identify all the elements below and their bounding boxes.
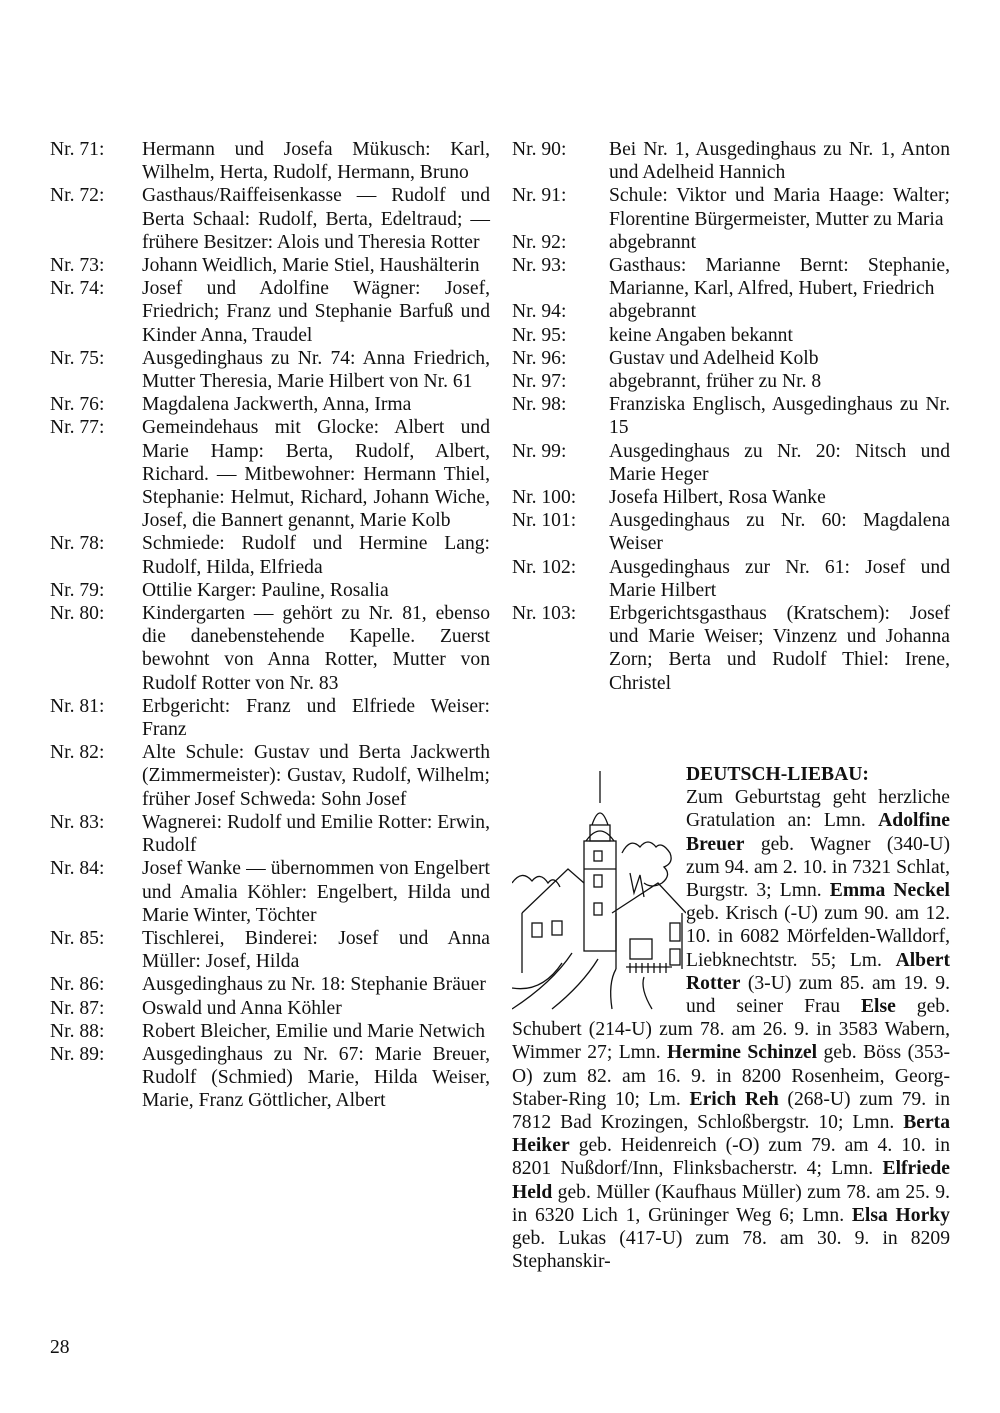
house-residents: Ausgedinghaus zu Nr. 60: Magdalena Weiser xyxy=(609,510,950,555)
title-prefix: Lm. xyxy=(648,1088,681,1110)
house-entry xyxy=(50,695,490,741)
house-entry xyxy=(50,1020,490,1043)
person-details: geb. Krisch (-U) zum 90. am 12. 10. in 6082 Mörfelden-Walldorf, Liebknechtstr. 55; xyxy=(686,903,950,971)
house-residents: Josef Wanke — übernommen von Engelbert und Amalia Köhler: Engelbert, Hilda und Marie Winter, Töchter xyxy=(142,858,490,926)
house-residents: Erbgerichtsgasthaus (Kratschem): Josef und Marie Weiser; Vinzenz und Johanna Zorn; Berta und Rudolf Thiel: Irene, Christel xyxy=(609,603,950,694)
house-number: Nr. 89: xyxy=(50,1043,105,1065)
house-number: Nr. 101: xyxy=(512,510,577,532)
house-residents: Gustav und Adelheid Kolb xyxy=(609,347,819,369)
house-entry xyxy=(512,300,950,323)
house-entry xyxy=(50,602,490,695)
church-village-illustration xyxy=(512,763,686,1010)
house-residents: Ausgedinghaus zu Nr. 74: Anna Friedrich, Mutter Theresia, Marie Hilbert von Nr. 61 xyxy=(142,347,490,393)
person-details: geb. Müller (Kaufhaus Müller) zum 78. am 25. 9. in 6320 Lich 1, Grüninger Weg 6; xyxy=(512,1181,950,1226)
person-details: geb. Schubert (214-U) zum 78. am 26. 9. in 3583 Wabern, Wimmer 27; xyxy=(512,996,950,1064)
house-number: Nr. 86: xyxy=(50,974,105,996)
house-residents: Ausgedinghaus zur Nr. 61: Josef und Marie Hilbert xyxy=(609,556,950,601)
house-number: Nr. 88: xyxy=(50,1020,105,1042)
house-number: Nr. 83: xyxy=(50,811,105,833)
house-residents: Ottilie Karger: Pauline, Rosalia xyxy=(142,579,389,601)
house-number: Nr. 78: xyxy=(50,533,105,555)
person-name: Elsa Horky xyxy=(851,1204,950,1226)
person-name: Adolfine Breuer xyxy=(686,810,951,855)
house-entry xyxy=(512,486,950,509)
house-number: Nr. 72: xyxy=(50,185,105,207)
house-entry xyxy=(50,997,490,1020)
house-number: Nr. 82: xyxy=(50,742,105,764)
section-heading: DEUTSCH-LIEBAU: xyxy=(686,764,869,785)
house-number: Nr. 73: xyxy=(50,255,105,277)
title-prefix: Lm. xyxy=(849,949,882,971)
house-entry xyxy=(50,393,490,416)
house-number: Nr. 75: xyxy=(50,347,105,369)
house-residents: Schule: Viktor und Maria Haage: Walter; Florentine Bürgermeister, Mutter zu Maria xyxy=(609,185,950,230)
title-prefix: Lmn. xyxy=(823,810,866,832)
house-residents: Johann Weidlich, Marie Stiel, Haushälterin xyxy=(142,255,480,277)
house-residents: Magdalena Jackwerth, Anna, Irma xyxy=(142,394,412,416)
house-entry xyxy=(50,579,490,602)
house-entry xyxy=(50,184,490,254)
house-residents: Wagnerei: Rudolf und Emilie Rotter: Erwin, Rudolf xyxy=(142,811,490,857)
house-entry xyxy=(50,741,490,811)
person-details: geb. Wagner (340-U) zum 94. am 2. 10. in 7321 Schlat, Burgstr. 3; xyxy=(686,833,950,902)
house-number: Nr. 87: xyxy=(50,997,105,1019)
person-details: (268-U) zum 79. in 7812 Bad Krozingen, Schloßbergstr. 10; xyxy=(512,1088,951,1134)
house-entry xyxy=(512,556,950,602)
house-residents: Josefa Hilbert, Rosa Wanke xyxy=(609,487,826,509)
house-residents: Ausgedinghaus zu Nr. 67: Marie Breuer, Rudolf (Schmied) Marie, Hilda Weiser, Marie, Franz Göttlicher, Albert xyxy=(142,1043,490,1112)
title-prefix: Lmn. xyxy=(779,880,822,902)
house-number: Nr. 74: xyxy=(50,278,105,300)
house-residents: Alte Schule: Gustav und Berta Jackwerth (Zimmermeister): Gustav, Rudolf, Wilhelm; früher Josef Schweda: Sohn Josef xyxy=(142,742,490,810)
house-number: Nr. 76: xyxy=(50,394,105,416)
house-residents: Hermann und Josefa Mükusch: Karl, Wilhelm, Herta, Rudolf, Hermann, Bruno xyxy=(142,139,490,184)
house-residents: Ausgedinghaus zu Nr. 20: Nitsch und Marie Heger xyxy=(609,440,950,485)
house-residents: Bei Nr. 1, Ausgedinghaus zu Nr. 1, Anton und Adelheid Hannich xyxy=(609,139,950,184)
person-details: geb. Heidenreich (-O) zum 79. am 4. 10. in 8201 Nußdorf/Inn, Flinksbacherstr. 4; xyxy=(512,1135,950,1180)
house-number: Nr. 84: xyxy=(50,858,105,880)
house-residents: Erbgericht: Franz und Elfriede Weiser: Franz xyxy=(142,695,490,741)
house-residents: keine Angaben bekannt xyxy=(609,324,793,346)
house-residents: Gasthaus/Raiffeisenkasse — Rudolf und Berta Schaal: Rudolf, Berta, Edeltraud; — frühere Besitzer: Alois und Theresia Rotter xyxy=(142,185,490,253)
house-number: Nr. 81: xyxy=(50,695,105,717)
house-entry xyxy=(50,277,490,347)
house-number: Nr. 80: xyxy=(50,603,105,625)
title-prefix: Lmn. xyxy=(618,1042,661,1064)
house-number: Nr. 91: xyxy=(512,185,567,207)
greeting-intro: Zum Geburtstag geht herzliche Gratulation an: xyxy=(686,787,950,832)
house-entry xyxy=(512,254,950,300)
house-number: Nr. 95: xyxy=(512,324,567,346)
house-residents: Gemeindehaus mit Glocke: Albert und Marie Hamp: Berta, Rudolf, Albert, Richard. — Mitbewohner: Hermann Thiel, Stephanie: Helmut, Richard, Johann Wiche, Josef, die Bannert genannt, Marie Kolb xyxy=(142,417,490,532)
left-column xyxy=(50,138,490,1113)
person-details: (3-U) zum 85. am 19. 9. und seiner Frau xyxy=(686,972,950,1018)
house-residents: Oswald und Anna Köhler xyxy=(142,997,342,1019)
house-residents: Kindergarten — gehört zu Nr. 81, ebenso die danebenstehende Kapelle. Zuerst bewohnt von Anna Rotter, Mutter von Rudolf Rotter von Nr. 83 xyxy=(142,603,490,694)
house-entry xyxy=(50,138,490,184)
person-name: Hermine Schinzel xyxy=(667,1042,818,1064)
house-number: Nr. 99: xyxy=(512,440,567,462)
house-residents: Josef und Adolfine Wägner: Josef, Friedrich; Franz und Stephanie Barfuß und Kinder Anna, Traudel xyxy=(142,278,490,346)
person-name: Berta Heiker xyxy=(512,1112,950,1157)
house-entry xyxy=(50,532,490,578)
house-number: Nr. 92: xyxy=(512,231,567,253)
house-number: Nr. 94: xyxy=(512,301,567,323)
person-name: Albert Rotter xyxy=(686,949,950,994)
house-number: Nr. 77: xyxy=(50,417,105,439)
birthday-greetings xyxy=(512,763,950,1273)
house-number: Nr. 100: xyxy=(512,487,577,509)
house-residents: abgebrannt, früher zu Nr. 8 xyxy=(609,371,822,393)
person-name: Elfriede Held xyxy=(512,1158,950,1203)
house-number: Nr. 98: xyxy=(512,394,567,416)
house-entry xyxy=(50,973,490,996)
house-number: Nr. 102: xyxy=(512,556,577,578)
house-number: Nr. 96: xyxy=(512,347,567,369)
house-number: Nr. 85: xyxy=(50,927,105,949)
house-residents: Gasthaus: Marianne Bernt: Stephanie, Marianne, Karl, Alfred, Hubert, Friedrich xyxy=(609,255,950,300)
house-entry xyxy=(50,811,490,857)
house-entry xyxy=(50,857,490,927)
house-entry xyxy=(50,1043,490,1113)
person-name: Emma Neckel xyxy=(829,880,950,902)
title-prefix: Lmn. xyxy=(852,1112,895,1134)
right-column xyxy=(512,138,950,695)
house-entry xyxy=(512,138,950,184)
page-number: 28 xyxy=(50,1337,70,1358)
house-entry xyxy=(512,184,950,230)
house-entry xyxy=(512,347,950,370)
house-residents: Tischlerei, Binderei: Josef und Anna Müller: Josef, Hilda xyxy=(142,927,490,973)
house-number: Nr. 103: xyxy=(512,603,577,625)
house-number: Nr. 90: xyxy=(512,139,567,160)
house-entry xyxy=(512,440,950,486)
house-entry xyxy=(50,927,490,973)
house-entry xyxy=(512,324,950,347)
house-entry xyxy=(512,393,950,439)
person-name: Else xyxy=(860,996,896,1018)
house-entry xyxy=(512,231,950,254)
house-residents: Robert Bleicher, Emilie und Marie Netwich xyxy=(142,1020,486,1042)
house-entry xyxy=(50,416,490,532)
house-entry xyxy=(512,509,950,555)
house-entry xyxy=(50,254,490,277)
person-details: geb. Böss (353-O) zum 82. am 16. 9. in 8200 Rosenheim, Georg-Staber-Ring 10; xyxy=(512,1042,951,1110)
title-prefix: Lmn. xyxy=(802,1204,845,1226)
house-residents: abgebrannt xyxy=(609,231,697,253)
house-entry xyxy=(512,370,950,393)
house-number: Nr. 71: xyxy=(50,139,105,160)
person-details: geb. Lukas (417-U) zum 78. am 30. 9. in 8209 Stephanskir- xyxy=(512,1228,950,1273)
house-residents: Franziska Englisch, Ausgedinghaus zu Nr. 15 xyxy=(609,394,950,439)
house-entry xyxy=(512,602,950,695)
house-entry xyxy=(50,347,490,393)
house-residents: abgebrannt xyxy=(609,301,697,323)
person-name: Erich Reh xyxy=(689,1088,779,1110)
house-number: Nr. 79: xyxy=(50,579,105,601)
title-prefix: Lmn. xyxy=(831,1158,874,1180)
house-residents: Schmiede: Rudolf und Hermine Lang: Rudolf, Hilda, Elfrieda xyxy=(142,533,490,578)
house-residents: Ausgedinghaus zu Nr. 18: Stephanie Bräuer xyxy=(142,974,486,996)
house-number: Nr. 97: xyxy=(512,371,567,393)
house-number: Nr. 93: xyxy=(512,255,567,277)
